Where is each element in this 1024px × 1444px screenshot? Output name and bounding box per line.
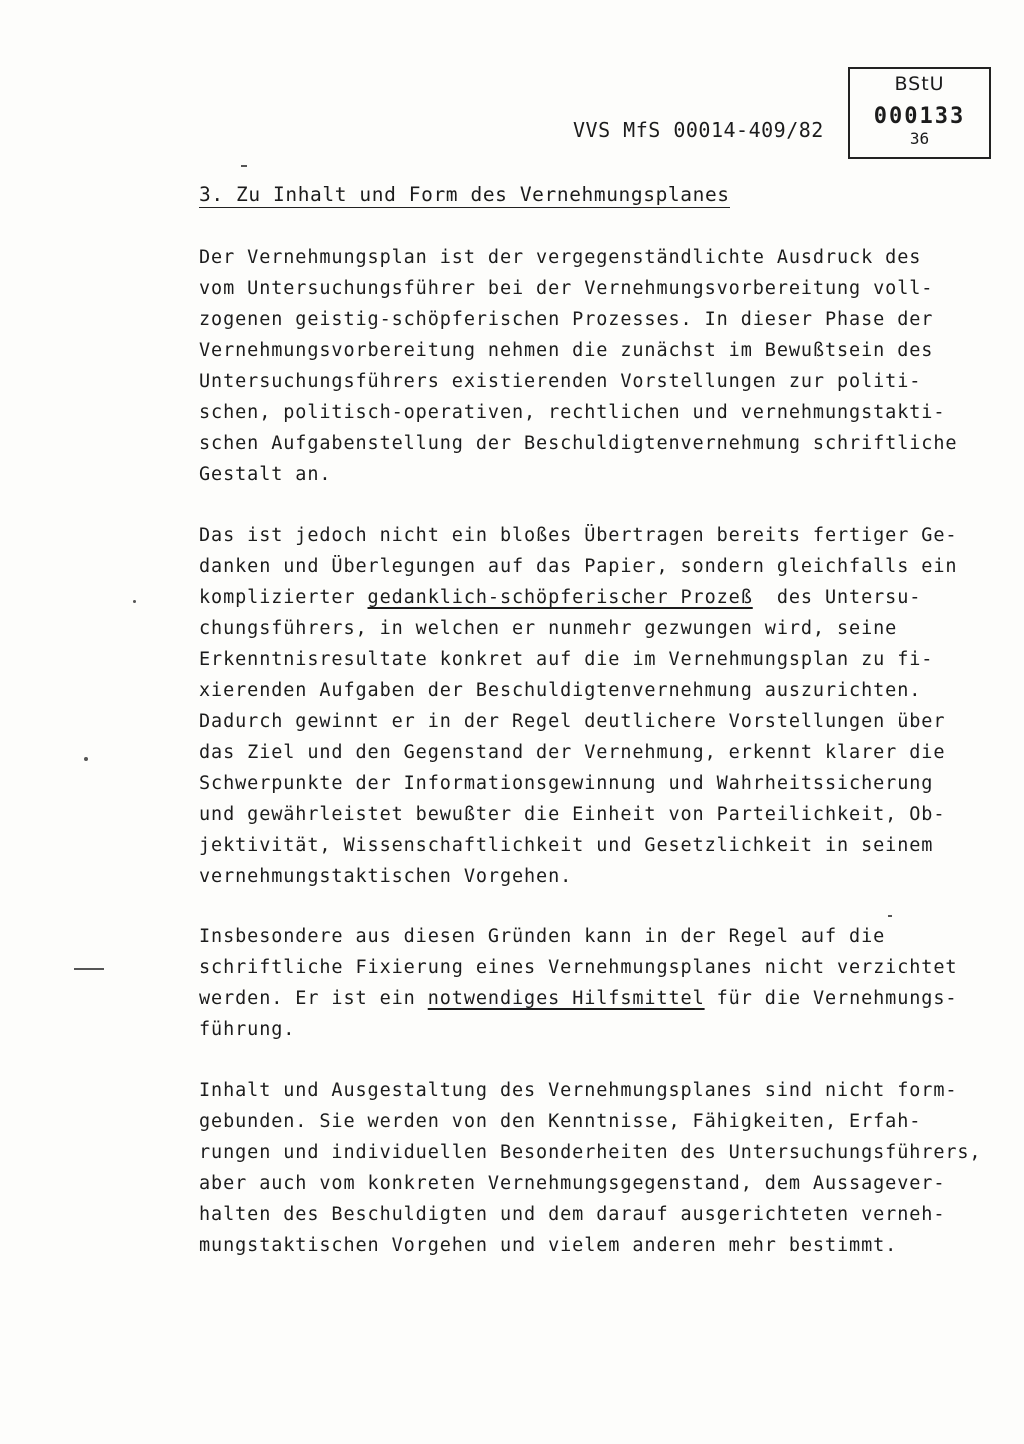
text-line: zogenen geistig-schöpferischen Prozesses. In dieser Phase der xyxy=(199,309,934,330)
text-line xyxy=(199,983,989,1014)
scan-mark xyxy=(133,600,136,603)
text-line: Gestalt an. xyxy=(199,464,332,485)
text-line: gebunden. Sie werden von den Kenntnisse, Fähigkeiten, Erfah- xyxy=(199,1111,922,1132)
text-line: rungen und individuellen Besonderheiten des Untersuchungsführers, xyxy=(199,1142,982,1163)
text-segment: des Untersu- xyxy=(752,587,922,608)
section-heading: 3. Zu Inhalt und Form des Vernehmungsplanes xyxy=(199,183,730,206)
text-line: mungstaktischen Vorgehen und vielem anderen mehr bestimmt. xyxy=(199,1235,898,1256)
text-line: führung. xyxy=(199,1019,296,1040)
paragraph-4 xyxy=(199,1075,989,1261)
paragraph-2 xyxy=(199,520,989,892)
text-line: schriftliche Fixierung eines Vernehmungsplanes nicht verzichtet xyxy=(199,957,958,978)
text-segment: für die Vernehmungs- xyxy=(704,988,958,1009)
text-line: Vernehmungsvorbereitung nehmen die zunächst im Bewußtsein des xyxy=(199,340,934,361)
stamp-number: 000133 xyxy=(873,104,966,129)
paragraph-1 xyxy=(199,242,989,490)
text-line: schen Aufgabenstellung der Beschuldigtenvernehmung schriftliche xyxy=(199,433,958,454)
archive-stamp xyxy=(848,67,991,159)
scan-mark xyxy=(74,968,104,970)
underlined-phrase: gedanklich-schöpferischer Prozeß xyxy=(367,587,753,608)
underlined-phrase: notwendiges Hilfsmittel xyxy=(427,988,705,1009)
text-line: aber auch vom konkreten Vernehmungsgegenstand, dem Aussagever- xyxy=(199,1173,946,1194)
text-line: Inhalt und Ausgestaltung des Vernehmungsplanes sind nicht form- xyxy=(199,1080,958,1101)
document-reference: VVS MfS 00014-409/82 xyxy=(573,118,824,142)
text-line: Schwerpunkte der Informationsgewinnung und Wahrheitssicherung xyxy=(199,773,934,794)
text-segment: komplizierter xyxy=(199,587,368,608)
stamp-page-number: 36 xyxy=(909,129,930,148)
text-line: Erkenntnisresultate konkret auf die im Vernehmungsplan zu fi- xyxy=(199,649,934,670)
text-segment: werden. Er ist ein xyxy=(199,988,428,1009)
text-line: xierenden Aufgaben der Beschuldigtenvernehmung auszurichten. xyxy=(199,680,922,701)
text-line: danken und Überlegungen auf das Papier, sondern gleichfalls ein xyxy=(199,556,958,577)
text-line: und gewährleistet bewußter die Einheit von Parteilichkeit, Ob- xyxy=(199,804,946,825)
text-line: Insbesondere aus diesen Gründen kann in der Regel auf die xyxy=(199,926,886,947)
text-line: Dadurch gewinnt er in der Regel deutlichere Vorstellungen über xyxy=(199,711,946,732)
text-line: chungsführers, in welchen er nunmehr gezwungen wird, seine xyxy=(199,618,898,639)
text-line: Das ist jedoch nicht ein bloßes Übertragen bereits fertiger Ge- xyxy=(199,525,958,546)
scan-mark xyxy=(888,915,892,917)
text-line: vernehmungstaktischen Vorgehen. xyxy=(199,866,573,887)
text-line: schen, politisch-operativen, rechtlichen und vernehmungstakti- xyxy=(199,402,946,423)
stamp-org: BStU xyxy=(894,73,945,95)
text-line xyxy=(199,582,989,613)
scan-mark xyxy=(84,757,88,761)
text-line: jektivität, Wissenschaftlichkeit und Gesetzlichkeit in seinem xyxy=(199,835,934,856)
text-line: Der Vernehmungsplan ist der vergegenständlichte Ausdruck des xyxy=(199,247,922,268)
paragraph-3 xyxy=(199,921,989,1045)
scan-mark xyxy=(241,165,247,167)
text-line: halten des Beschuldigten und dem darauf ausgerichteten verneh- xyxy=(199,1204,946,1225)
text-line: Untersuchungsführers existierenden Vorstellungen zur politi- xyxy=(199,371,922,392)
text-line: vom Untersuchungsführer bei der Vernehmungsvorbereitung voll- xyxy=(199,278,934,299)
text-line: das Ziel und den Gegenstand der Vernehmung, erkennt klarer die xyxy=(199,742,946,763)
